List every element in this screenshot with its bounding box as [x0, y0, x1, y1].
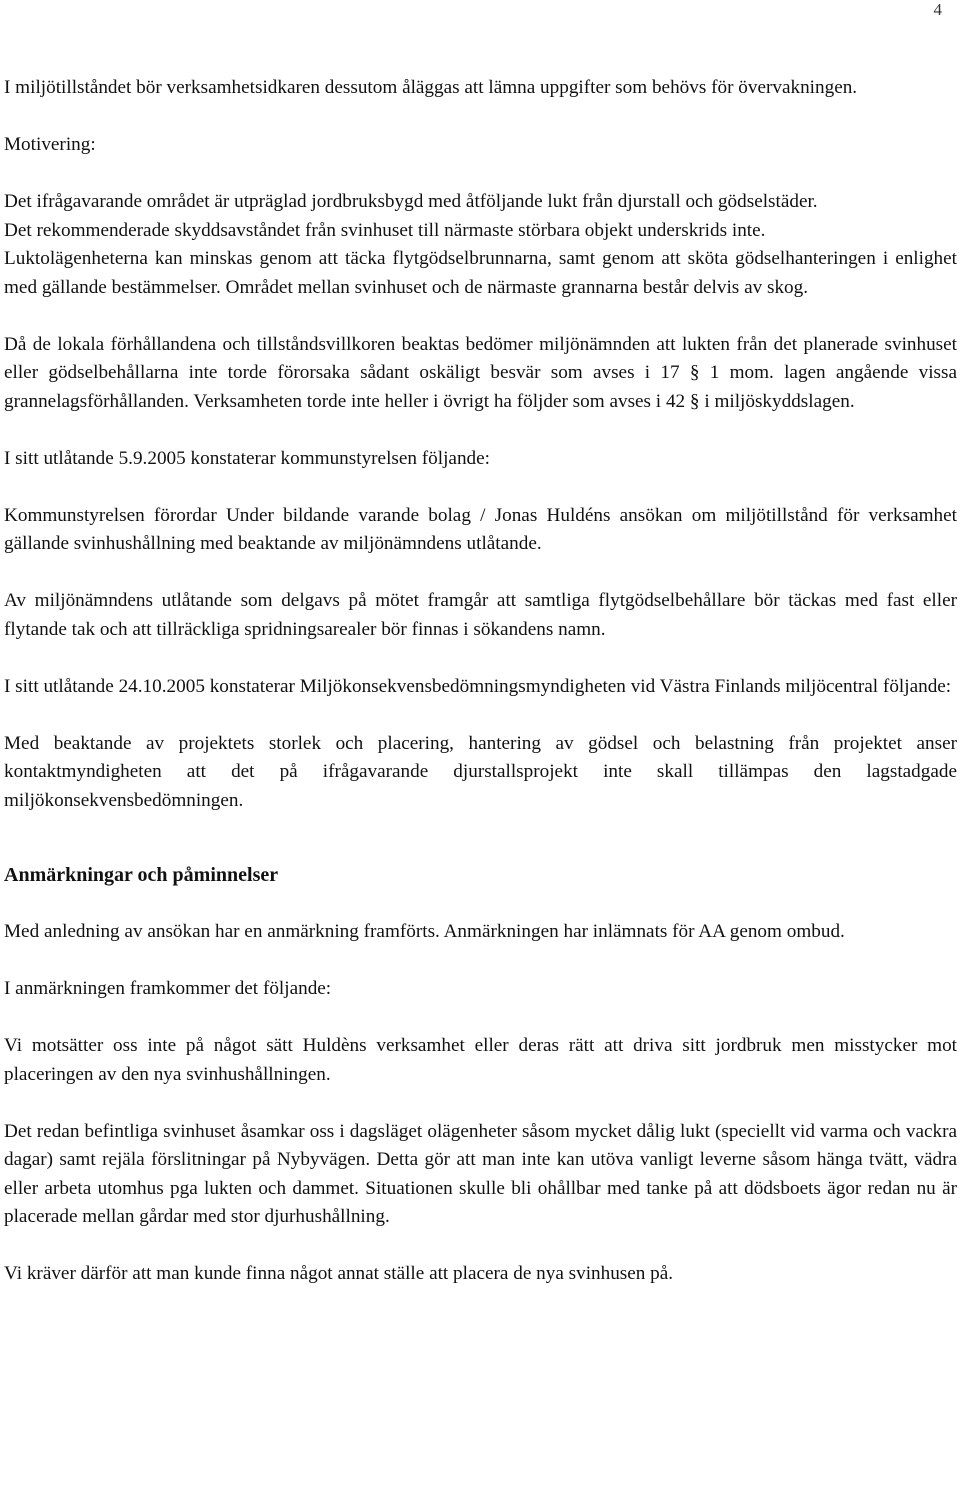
- document-body: [4, 74, 957, 1289]
- page-number: 4: [933, 0, 942, 19]
- paragraph-protection-distance: Det rekommenderade skyddsavståndet från svinhuset till närmaste störbara objekt underskrids inte.: [4, 219, 766, 241]
- paragraph-motivering-label: Motivering:: [4, 134, 96, 155]
- paragraph-manure-tank-cover: Av miljönämndens utlåtande som delgavs på mötet framgår att samtliga flytgödselbehållare bör täckas med fast eller flytande tak och att tillräckliga spridningsarealer bör finnas i sökandens namn.: [4, 590, 957, 640]
- paragraph-remark-objection: Vi motsätter oss inte på något sätt Huldèns verksamhet eller deras rätt att driva sitt jordbruk men misstycker mot placeringen av den nya svinhushållningen.: [4, 1035, 957, 1085]
- paragraph-remark-demand: Vi kräver därför att man kunde finna något annat ställe att placera de nya svinhusen på.: [4, 1263, 674, 1284]
- paragraph-municipal-board-statement: Kommunstyrelsen förordar Under bildande varande bolag / Jonas Huldéns ansökan om miljötillstånd för verksamhet gällande svinhushållning med beaktande av miljönämndens utlåtande.: [4, 504, 957, 554]
- paragraph-remark-intro: I anmärkningen framkommer det följande:: [4, 978, 332, 999]
- paragraph-eia-authority-intro: I sitt utlåtande 24.10.2005 konstaterar Miljökonsekvensbedömningsmyndigheten vid Västra Finlands miljöcentral följande:: [4, 675, 952, 697]
- paragraph-eia-decision: Med beaktande av projektets storlek och placering, hantering av gödsel och belastning från projektet anser kontaktmyndigheten att det på ifrågavarande djurstallsprojekt inte skall tillämpas den lagstadgade miljökonsekvensbedömningen.: [4, 732, 957, 811]
- section-heading-remarks: Anmärkningar och påminnelser: [4, 864, 279, 886]
- paragraph-odour-mitigation: Luktolägenheterna kan minskas genom att täcka flytgödselbrunnarna, samt genom att sköta gödselhanteringen i enlighet med gällande bestämmelser. Området mellan svinhuset och de närmaste grannarna består delvis av skog.: [4, 248, 957, 298]
- paragraph-remark-existing-nuisance: Det redan befintliga svinhuset åsamkar oss i dagsläget olägenheter såsom mycket dålig lukt (speciellt vid varma och vackra dagar) samt rejäla förslitningar på Nybyvägen. Detta gör att man inte kan utöva vanligt leverne såsom hänga tvätt, vädra eller arbeta utomhus pga lukten och dammet. Situationen skulle bli ohållbar med tanke på att dödsboets ägor redan nu är placerade mellan gårdar med stor djurhushållning.: [4, 1120, 957, 1227]
- paragraph-remark-submitted: Med anledning av ansökan har en anmärkning framförts. Anmärkningen har inlämnats för AA genom ombud.: [4, 921, 845, 942]
- paragraph-area-character: Det ifrågavarande området är utpräglad jordbruksbygd med åtföljande lukt från djurstall och gödselstäder.: [4, 191, 818, 212]
- paragraph-monitoring-obligation: I miljötillståndet bör verksamhetsidkaren dessutom åläggas att lämna uppgifter som behövs för övervakningen.: [4, 77, 858, 98]
- paragraph-board-assessment: Då de lokala förhållandena och tillståndsvillkoren beaktas bedömer miljönämnden att lukten från det planerade svinhuset eller gödselbehållarna inte torde förorsaka sådant oskäligt besvär som avses i 17 § 1 mom. lagen angående vissa grannelagsförhållanden. Verksamheten torde inte heller i övrigt ha följder som avses i 42 § i miljöskyddslagen.: [4, 333, 957, 412]
- paragraph-municipal-board-intro: I sitt utlåtande 5.9.2005 konstaterar kommunstyrelsen följande:: [4, 447, 490, 469]
